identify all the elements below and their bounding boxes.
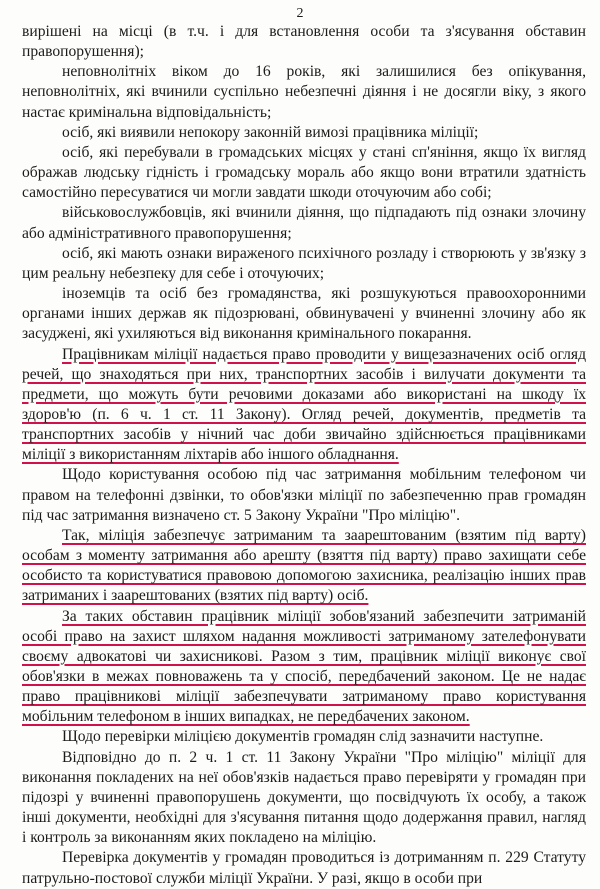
paragraph: вирішені на місці (в т.ч. і для встановлення особи та з'ясування обставин правопорушення);: [22, 23, 586, 61]
page-number: 2: [296, 6, 304, 21]
paragraph: Щодо перевірки міліцією документів громадян слід зазначити наступне.: [62, 728, 544, 746]
underline-highlight: Працівникам міліції надається право проводити у вищезазначених осіб огляд речей, що знаходяться при них, транспортних засобів і вилучати документи та предмети, що можуть бути речовими доказами або використані на шкоду їх здоров'ю (п. 6 ч. 1 ст. 11 Закону). Огляд речей, документів, предметів та транспортних засобів у нічний час доби звичайно здійснюється працівниками міліції з використанням ліхтарів або іншого обладнання.: [22, 345, 586, 464]
paragraph: військовослужбовців, які вчинили діяння, що підпадають під ознаки злочину або адміністративного правопорушення;: [22, 204, 586, 242]
paragraph: Відповідно до п. 2 ч. 1 ст. 11 Закону України "Про міліцію" міліції для виконання покладених на неї обов'язків надається право перевіряти у громадян при підозрі у вчиненні правопорушень документи, що посвідчують їх особу, а також інші документи, необхідні для з'ясування питання щодо додержання правил, нагляд і контроль за виконанням яких покладено на міліцію.: [22, 748, 586, 847]
highlighted-paragraph: [22, 345, 586, 466]
paragraph: неповнолітніх віком до 16 років, які залишилися без опікування, неповнолітніх, які вчинили суспільно небезпечні діяння і не досягли віку, з якого настає кримінальна відповідальність;: [22, 63, 586, 121]
document-body: [22, 22, 586, 889]
underline-highlight: Так, міліція забезпечує затриманим та заарештованим (взятим під варту) особам з моменту затримання або арешту (взяття під варту) право захищати себе особисто та користуватися правовою допомогою захисника, реалізацію інших прав затриманих і заарештованих (взятих під варту) осіб.: [22, 526, 586, 605]
paragraph: Щодо користування особою під час затримання мобільним телефоном чи правом на телефонні дзвінки, то обов'язки міліції по забезпеченню прав громадян під час затримання визначено ст. 5 Закону України "Про міліцію".: [22, 466, 586, 524]
paragraph: іноземців та осіб без громадянства, які розшукуються правоохоронними органами інших держав як підозрювані, обвинувачені у вчиненні злочину або як засуджені, які ухиляються від виконання кримінального покарання.: [22, 285, 586, 343]
highlighted-paragraph: [22, 607, 586, 728]
paragraph: осіб, які перебували в громадських місцях у стані сп'яніння, якщо їх вигляд ображав людську гідність і громадську мораль або якщо вони втратили здатність самостійно пересуватися чи могли завдати шкоди оточуючим або собі;: [22, 143, 586, 202]
underline-highlight: За таких обставин працівник міліції зобов'язаний забезпечити затриманій особі право на захист шляхом надання можливості затриманому зателефонувати своєму адвокатові чи захисникові. Разом з тим, працівник міліції виконує свої обов'язки в межах повноважень та у спосіб, передбачений законом. Це не надає право працівникові міліції забезпечувати затриманому право користування мобільним телефоном в інших випадках, не передбачених законом.: [22, 607, 586, 726]
paragraph: осіб, які виявили непокору законній вимозі працівника міліції;: [62, 123, 479, 141]
paragraph: осіб, які мають ознаки вираженого психічного розладу і створюють у зв'язку з цим реальну небезпеку для себе і оточуючих;: [22, 244, 586, 282]
highlighted-paragraph: [22, 526, 586, 607]
paragraph: Перевірка документів у громадян проводиться із дотриманням п. 229 Статуту патрульно-постової служби міліції України. У разі, якщо в особи при: [22, 849, 586, 887]
